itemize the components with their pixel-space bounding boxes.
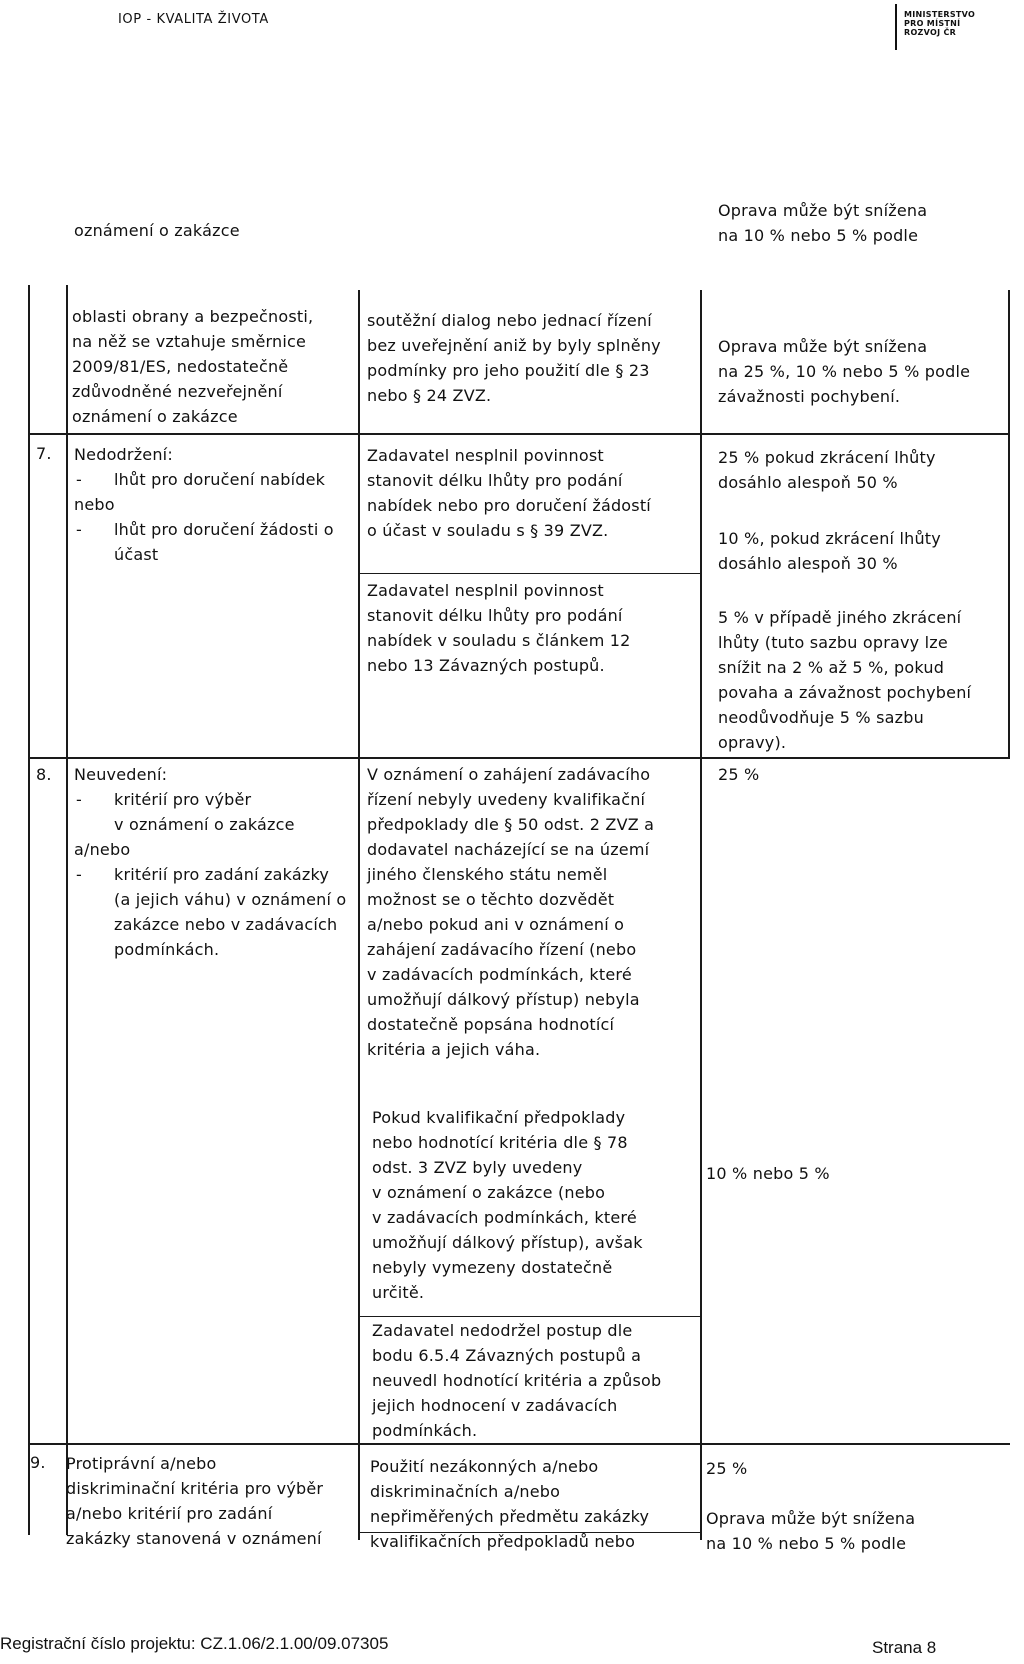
table-vline-1 [28,285,30,1535]
text-line: Použití nezákonných a/nebo [370,1457,599,1476]
text-line: opravy). [718,733,787,752]
text-line: Zadavatel nesplnil povinnost [367,581,604,600]
text-line: oznámení o zakázce [72,407,238,426]
text-line: soutěžní dialog nebo jednací řízení [367,311,652,330]
top-fragment-left: oznámení o zakázce [74,221,240,240]
text-line: podmínkách. [114,940,220,959]
text-line: povaha a závažnost pochybení [718,683,972,702]
top-fragment-right [718,198,927,248]
row7-description2 [367,578,697,678]
row7-description1 [367,443,697,543]
text-line: neodůvodňuje 5 % sazbu [718,708,924,727]
text-line: a/nebo [74,840,131,859]
text-line: odst. 3 ZVZ byly uvedeny [372,1158,583,1177]
row7-correction2 [718,526,1008,576]
row7-correction1 [718,445,1008,495]
row7-correction3 [718,605,1008,755]
logo-line: ROZVOJ ČR [904,28,957,37]
row8-correction2: 10 % nebo 5 % [706,1164,830,1183]
row9-criterion [66,1451,358,1551]
text-line: na 25 %, 10 % nebo 5 % podle [718,362,971,381]
text-line: nabídek nebo pro doručení žádostí [367,496,651,515]
text-line: umožňují dálkový přístup), avšak [372,1233,643,1252]
row6-correction [718,334,1008,409]
row7-item2 [74,517,356,567]
text-line: Zadavatel nedodržel postup dle [372,1321,633,1340]
row6-description [367,308,697,408]
table-vline-3 [358,290,360,1540]
table-hline-row7-inner [358,573,702,574]
table-hline-row8-inner1 [358,1316,702,1317]
text-line: Protiprávní a/nebo [66,1454,217,1473]
text-line: - lhůt pro doručení žádosti o [114,520,334,539]
text-line: lhůty (tuto sazbu opravy lze [718,633,948,652]
text-line: umožňují dálkový přístup) nebyla [367,990,640,1009]
table-vline-2 [66,285,68,1535]
text-line: 25 % pokud zkrácení lhůty [718,448,936,467]
row9-description [370,1454,700,1554]
text-line: nabídek v souladu s článkem 12 [367,631,631,650]
text-line: a/nebo pokud ani v oznámení o [367,915,625,934]
text-line: zdůvodněné nezveřejnění [72,382,283,401]
text-line: zakázky stanovená v oznámení [66,1529,322,1548]
row7-item1: - lhůt pro doručení nabídek [74,467,356,492]
row7-criterion [74,442,356,567]
text-line: Oprava může být snížena [718,337,928,356]
text-line: dodavatel nacházející se na území [367,840,650,859]
table-hline-row9 [28,1443,1010,1445]
text-line: snížit na 2 % až 5 %, pokud [718,658,945,677]
text-line: předpoklady dle § 50 odst. 2 ZVZ a [367,815,655,834]
text-line: účast [114,545,159,564]
text-line: Nedodržení: [74,445,173,464]
table-vline-4 [700,290,702,1540]
text-line: stanovit délku lhůty pro podání [367,606,623,625]
footer-registration: Registrační číslo projektu: CZ.1.06/2.1.00/09.07305 [0,1634,389,1653]
row9-number: 9. [30,1453,46,1472]
text-line: bodu 6.5.4 Závazných postupů a [372,1346,642,1365]
row8-criterion [74,762,356,962]
logo-line: MINISTERSTVO [904,10,976,19]
text-line: (a jejich váhu) v oznámení o [114,890,347,909]
table-hline-row8 [28,757,1010,759]
row8-description1 [367,762,697,1062]
text-line: jejich hodnocení v zadávacích [372,1396,618,1415]
row8-number: 8. [36,765,52,784]
table-vline-5 [1008,290,1010,758]
text-line: nebo [74,495,115,514]
row9-correction [706,1456,1006,1556]
text-line: Pokud kvalifikační předpoklady [372,1108,626,1127]
text-line: 10 %, pokud zkrácení lhůty [718,529,941,548]
row8-description3 [372,1318,698,1443]
text-line [706,1481,1006,1506]
text-line: na něž se vztahuje směrnice [72,332,307,351]
row7-number: 7. [36,444,52,463]
document-header-title: IOP - KVALITA ŽIVOTA [118,12,269,27]
text-line: bez uveřejnění aniž by byly splněny [367,336,661,355]
logo-line: PRO MÍSTNÍ [904,19,961,28]
text-line: diskriminačních a/nebo [370,1482,561,1501]
text-line: kritéria a jejich váha. [367,1040,541,1059]
text-line: oblasti obrany a bezpečnosti, [72,307,314,326]
text-line: v zadávacích podmínkách, které [372,1208,637,1227]
text-line: Oprava může být snížena [718,201,928,220]
text-line: určitě. [372,1283,425,1302]
text-line: v oznámení o zakázce (nebo [372,1183,606,1202]
logo-divider [895,4,897,50]
text-line: v oznámení o zakázce [114,815,295,834]
row8-description2 [372,1105,698,1305]
text-line: podmínkách. [372,1421,478,1440]
text-line: 25 % [706,1459,748,1478]
text-line: závažnosti pochybení. [718,387,901,406]
text-line: Zadavatel nesplnil povinnost [367,446,604,465]
text-line: dosáhlo alespoň 50 % [718,473,898,492]
text-line: a/nebo kritérií pro zadání [66,1504,273,1523]
text-line: podmínky pro jeho použití dle § 23 [367,361,650,380]
text-line: neuvedl hodnotící kritéria a způsob [372,1371,662,1390]
row8-item1 [74,787,356,837]
text-line: jiného členského státu neměl [367,865,608,884]
text-line: v zadávacích podmínkách, které [367,965,632,984]
text-line: zakázce nebo v zadávacích [114,915,338,934]
text-line: - kritérií pro výběr [114,790,252,809]
text-line: stanovit délku lhůty pro podání [367,471,623,490]
text-line: dostatečně popsána hodnotící [367,1015,615,1034]
text-line: 2009/81/ES, nedostatečně [72,357,289,376]
text-line: nebo hodnotící kritéria dle § 78 [372,1133,628,1152]
row6-criterion [72,304,352,429]
text-line: na 10 % nebo 5 % podle [718,226,919,245]
row8-item2 [74,862,356,962]
text-line: řízení nebyly uvedeny kvalifikační [367,790,646,809]
text-line: nebyly vymezeny dostatečně [372,1258,613,1277]
footer-page-number: Strana 8 [872,1638,937,1657]
text-line: kvalifikačních předpokladů nebo [370,1532,636,1551]
text-line: nebo § 24 ZVZ. [367,386,492,405]
text-line: Oprava může být snížena [706,1509,916,1528]
text-line: zahájení zadávacího řízení (nebo [367,940,637,959]
text-line: diskriminační kritéria pro výběr [66,1479,324,1498]
row8-correction1: 25 % [718,765,760,784]
text-line: 5 % v případě jiného zkrácení [718,608,962,627]
text-line: - kritérií pro zadání zakázky [114,865,330,884]
table-hline-row7 [28,433,1010,435]
text-line: Neuvedení: [74,765,168,784]
text-line: možnost se o těchto dozvědět [367,890,615,909]
text-line: na 10 % nebo 5 % podle [706,1534,907,1553]
text-line: dosáhlo alespoň 30 % [718,554,898,573]
text-line: nepřiměřených předmětu zakázky [370,1507,650,1526]
text-line: o účast v souladu s § 39 ZVZ. [367,521,609,540]
ministry-logo [904,10,975,37]
text-line: V oznámení o zahájení zadávacího [367,765,651,784]
text-line: nebo 13 Závazných postupů. [367,656,605,675]
